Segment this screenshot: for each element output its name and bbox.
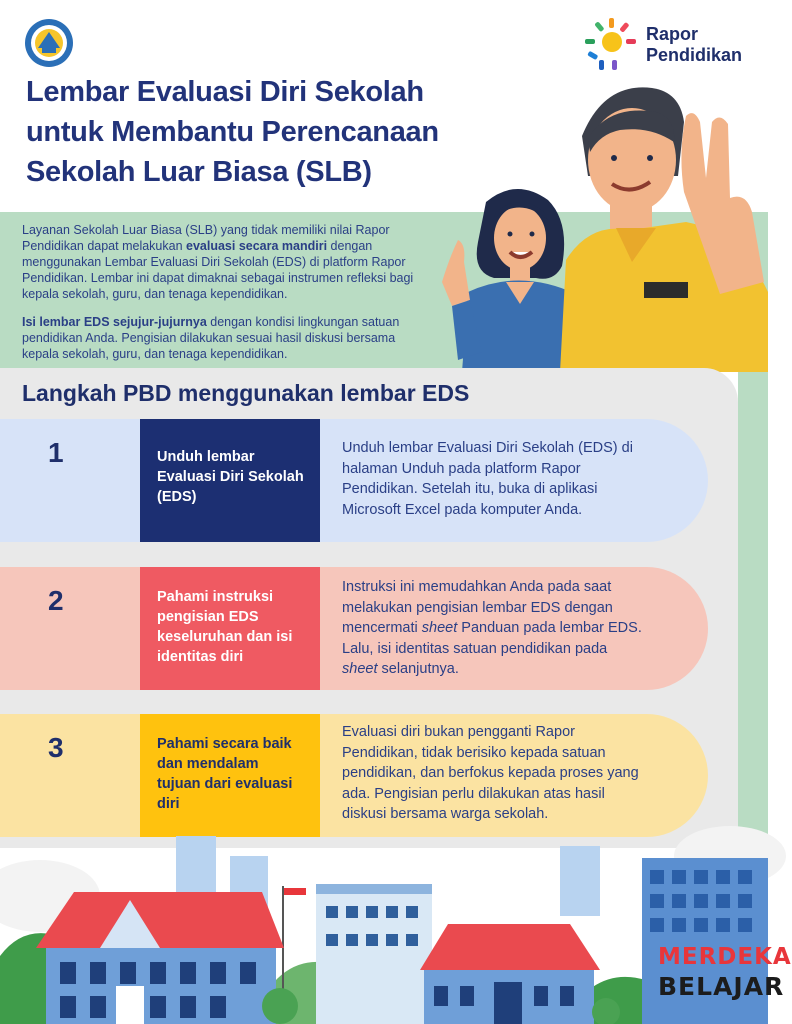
step-number-3: 3: [48, 732, 64, 763]
steps-heading: Langkah PBD menggunakan lembar EDS: [22, 380, 470, 406]
step-label-2: Pahami instruksi pengisian EDS keseluruhan dan isi identitas diri: [140, 567, 320, 690]
page-title-line2: untuk Membantu Perencanaan: [26, 116, 439, 148]
step-label-3: Pahami secara baik dan mendalam tujuan dari evaluasi diri: [140, 714, 320, 837]
merdeka-wordmark: MERDEKA: [658, 944, 792, 970]
step-number-1: 1: [48, 437, 64, 468]
step-number-2: 2: [48, 585, 64, 616]
page-title-line1: Lembar Evaluasi Diri Sekolah: [26, 76, 424, 108]
school-city-illustration: [0, 836, 768, 1024]
page-title-line3: Sekolah Luar Biasa (SLB): [26, 156, 372, 188]
step-description-3: Evaluasi diri bukan pengganti Rapor Pendidikan, tidak berisiko kepada satuan pendidikan, dan berfokus kepada proses yang ada. Pengisian perlu dilakukan atas hasil diskusi bersama warga sekolah.: [342, 724, 639, 822]
step-description-1: Unduh lembar Evaluasi Diri Sekolah (EDS) di halaman Unduh pada platform Rapor Pendidikan. Setelah itu, buka di aplikasi Microsoft Excel pada komputer Anda.: [342, 440, 633, 518]
belajar-wordmark: BELAJAR: [658, 972, 785, 1001]
step-label-1: Unduh lembar Evaluasi Diri Sekolah (EDS): [140, 419, 320, 542]
intro-paragraph-1: Layanan Sekolah Luar Biasa (SLB) yang tidak memiliki nilai Rapor Pendidikan dapat melakukan evaluasi secara mandiri dengan menggunakan Lembar Evaluasi Diri Sekolah (EDS) di platform Rapor Pendidikan. Lembar ini dapat dimaknai sebagai instrumen refleksi bagi kepala sekolah, guru, dan tenaga kependidikan.: [22, 223, 414, 301]
brand-logo-line1: Rapor: [646, 24, 699, 44]
kemdikbud-logo: [24, 18, 74, 68]
intro-paragraph-2: Isi lembar EDS sejujur-jujurnya dengan kondisi lingkungan satuan pendidikan Anda. Pengisian dilakukan sesuai hasil diskusi bersama kepala sekolah, guru, dan tenaga kependidikan.: [22, 315, 400, 361]
step-description-2: Instruksi ini memudahkan Anda pada saat melakukan pengisian lembar EDS dengan mencermati sheet Panduan pada lembar EDS. Lalu, isi identitas satuan pendidikan pada sheet selanjutnya.: [342, 579, 642, 677]
brand-logo-line2: Pendidikan: [646, 45, 743, 65]
rapor-pendidikan-sun-icon: [582, 16, 638, 72]
man-principal-illustration: [560, 82, 768, 372]
